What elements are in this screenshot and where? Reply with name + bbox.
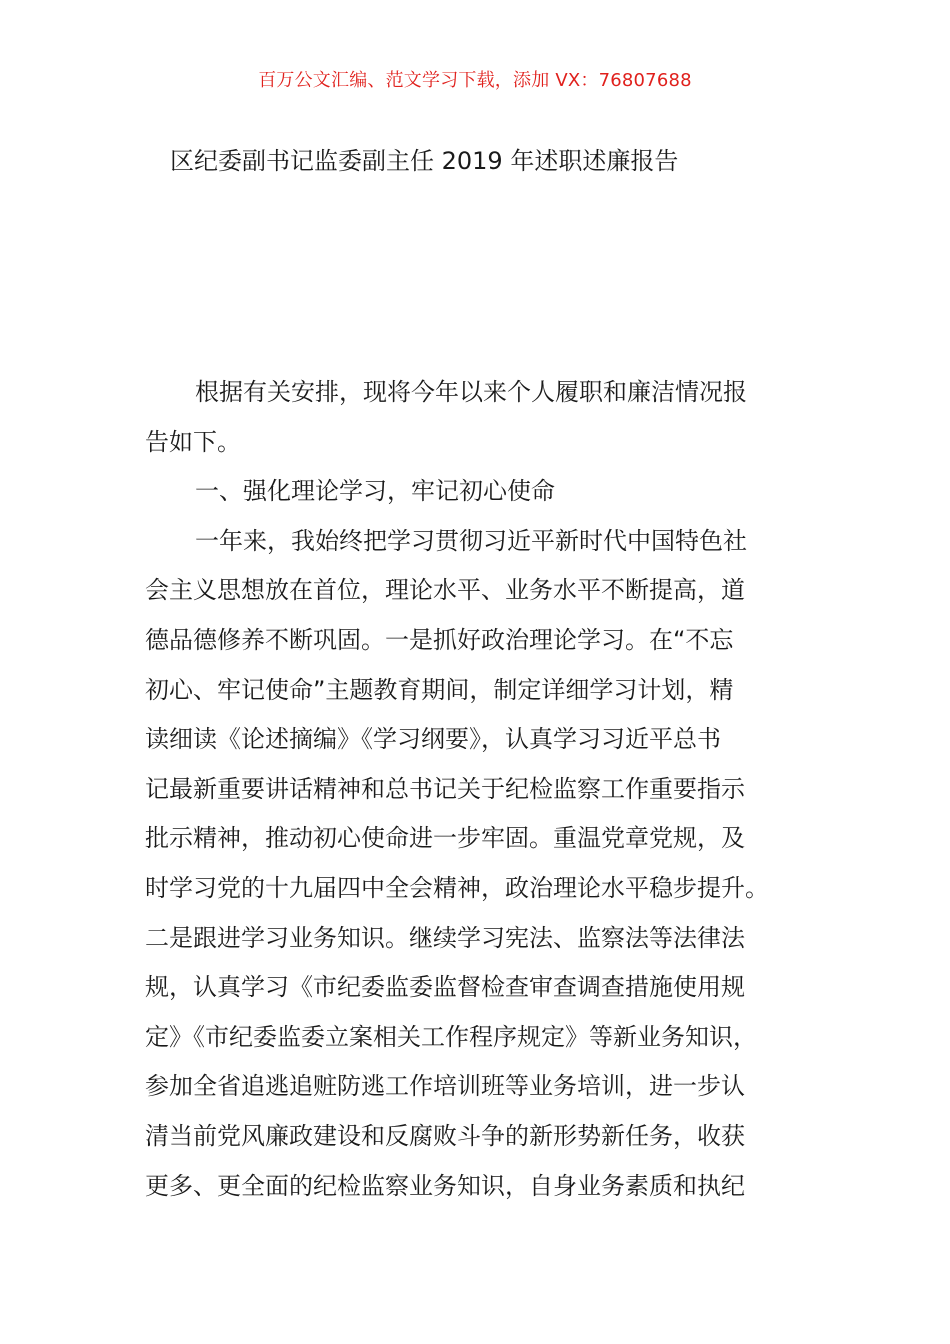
- body-line: 德品德修养不断巩固。一是抓好政治理论学习。在“不忘: [145, 625, 734, 654]
- body-line: 时学习党的十九届四中全会精神，政治理论水平稳步提升。: [145, 873, 769, 902]
- body-line: 记最新重要讲话精神和总书记关于纪检监察工作重要指示: [145, 774, 745, 803]
- body-line: 初心、牢记使命”主题教育期间，制定详细学习计划，精: [145, 675, 734, 704]
- body-line: 根据有关安排，现将今年以来个人履职和廉洁情况报: [195, 378, 747, 406]
- body-line: 会主义思想放在首位，理论水平、业务水平不断提高，道: [145, 576, 745, 605]
- body-line: 参加全省追逃追赃防逃工作培训班等业务培训，进一步认: [145, 1072, 745, 1101]
- body-line: 一年来，我始终把学习贯彻习近平新时代中国特色社: [195, 526, 747, 555]
- body-line: 更多、更全面的纪检监察业务知识，自身业务素质和执纪: [145, 1171, 745, 1200]
- header-banner: 百万公文汇编、范文学习下载，添加 VX：76807688: [258, 70, 692, 91]
- document-title: 区纪委副书记监委副主任 2019 年述职述廉报告: [170, 147, 679, 175]
- section-heading: 一、强化理论学习，牢记初心使命: [195, 477, 555, 506]
- body-line: 读细读《论述摘编》《学习纲要》，认真学习习近平总书: [145, 725, 721, 754]
- body-line: 批示精神，推动初心使命进一步牢固。重温党章党规，及: [145, 824, 745, 853]
- body-line: 告如下。: [145, 427, 241, 456]
- document-body: [145, 368, 805, 1211]
- body-line: 定》《市纪委监委立案相关工作程序规定》等新业务知识，: [145, 1022, 757, 1051]
- body-line: 清当前党风廉政建设和反腐败斗争的新形势新任务，收获: [145, 1121, 745, 1150]
- body-line: 二是跟进学习业务知识。继续学习宪法、监察法等法律法: [145, 923, 745, 952]
- body-line: 规，认真学习《市纪委监委监督检查审查调查措施使用规: [145, 973, 745, 1002]
